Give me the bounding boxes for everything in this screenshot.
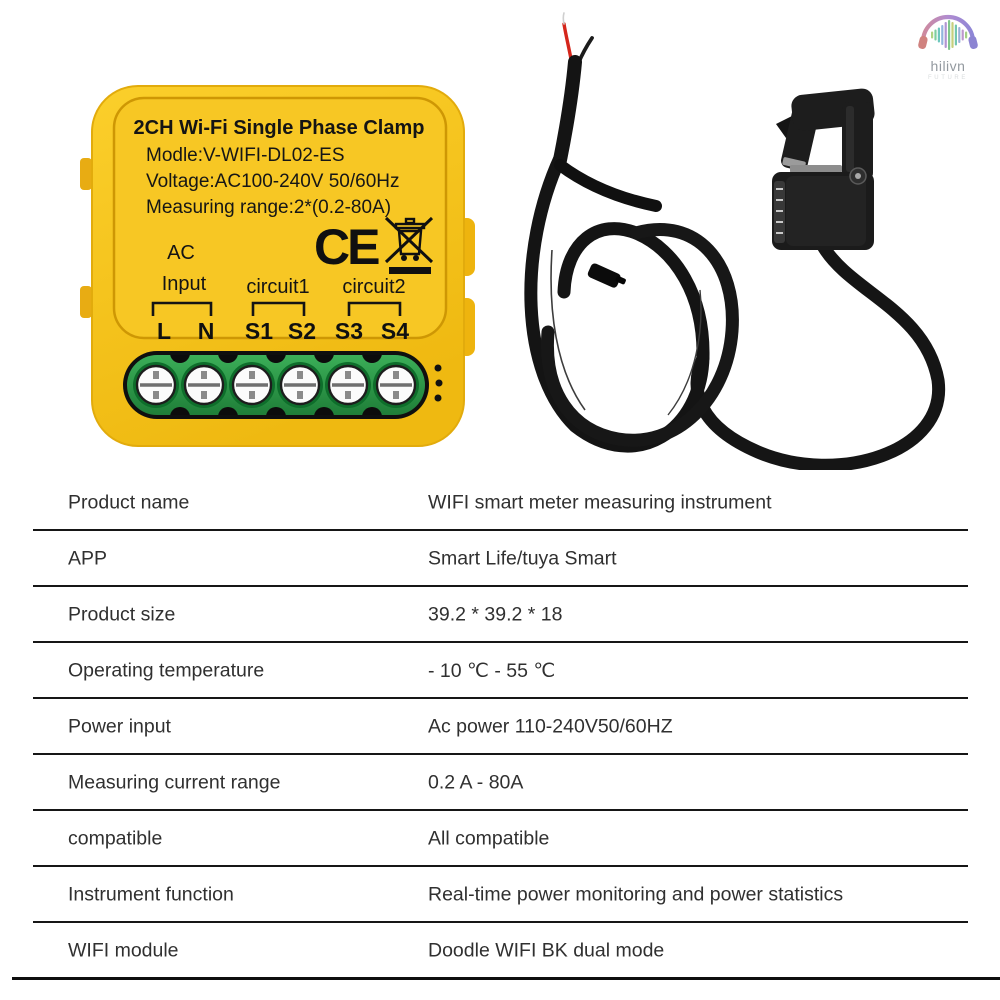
spec-value: 39.2 * 39.2 * 18 bbox=[428, 603, 563, 626]
device-range-line: Measuring range:2*(0.2-80A) bbox=[146, 197, 392, 218]
terminal-strip bbox=[123, 343, 429, 427]
spec-value: - 10 ℃ - 55 ℃ bbox=[428, 660, 556, 682]
table-row bbox=[0, 811, 1000, 867]
spec-value: WIFI smart meter measuring instrument bbox=[428, 491, 772, 514]
brand-watermark bbox=[900, 10, 996, 81]
cable-tie bbox=[587, 262, 628, 291]
table-row bbox=[0, 923, 1000, 979]
spec-value: Smart Life/tuya Smart bbox=[428, 547, 617, 570]
ce-mark-icon: CE bbox=[314, 219, 378, 275]
terminal-label-l: L bbox=[156, 318, 172, 344]
terminal-label-s4: S4 bbox=[380, 318, 410, 344]
spec-label: Instrument function bbox=[68, 883, 234, 906]
spec-value: All compatible bbox=[428, 827, 550, 850]
spec-table bbox=[0, 475, 1000, 979]
spec-label: WIFI module bbox=[68, 939, 179, 962]
spec-value: Ac power 110-240V50/60HZ bbox=[428, 715, 673, 738]
device-title: 2CH Wi-Fi Single Phase Clamp bbox=[133, 117, 425, 139]
spec-value: 0.2 A - 80A bbox=[428, 771, 524, 794]
spec-value: Doodle WIFI BK dual mode bbox=[428, 939, 665, 962]
table-bottom-border bbox=[12, 977, 1000, 980]
ac-input-label: Input bbox=[161, 273, 207, 295]
table-row bbox=[0, 475, 1000, 531]
spec-label: compatible bbox=[68, 827, 163, 850]
table-row bbox=[0, 867, 1000, 923]
equalizer-bars-icon bbox=[931, 20, 967, 50]
ac-label: AC bbox=[167, 242, 195, 264]
watermark-brand-text: hilivn bbox=[930, 58, 966, 74]
table-row bbox=[0, 643, 1000, 699]
table-row bbox=[0, 531, 1000, 587]
device-voltage-line: Voltage:AC100-240V 50/60Hz bbox=[146, 171, 400, 192]
table-row bbox=[0, 755, 1000, 811]
spec-label: Measuring current range bbox=[68, 771, 281, 794]
terminal-label-s3: S3 bbox=[334, 318, 364, 344]
spec-label: APP bbox=[68, 547, 108, 570]
current-clamp-accessory bbox=[531, 13, 939, 465]
spec-label: Product name bbox=[68, 491, 190, 514]
cable-coil bbox=[531, 158, 733, 446]
smart-meter-device bbox=[80, 86, 475, 446]
terminal-label-n: N bbox=[197, 318, 215, 344]
ct-clamp bbox=[772, 87, 876, 250]
spec-label: Product size bbox=[68, 603, 176, 626]
circuit2-label: circuit2 bbox=[342, 276, 406, 298]
circuit1-label: circuit1 bbox=[246, 276, 310, 298]
watermark-tagline-text: FUTURE bbox=[928, 75, 968, 81]
headphones-logo-icon bbox=[916, 10, 980, 52]
spec-label: Power input bbox=[68, 715, 171, 738]
table-row bbox=[0, 587, 1000, 643]
device-model-line: Modle:V-WIFI-DL02-ES bbox=[146, 145, 345, 166]
spec-label: Operating temperature bbox=[68, 659, 265, 682]
table-row bbox=[0, 699, 1000, 755]
terminal-label-s1: S1 bbox=[244, 318, 274, 344]
terminal-label-s2: S2 bbox=[287, 318, 317, 344]
spec-value: Real-time power monitoring and power statistics bbox=[428, 883, 844, 906]
product-photo bbox=[0, 0, 1000, 470]
